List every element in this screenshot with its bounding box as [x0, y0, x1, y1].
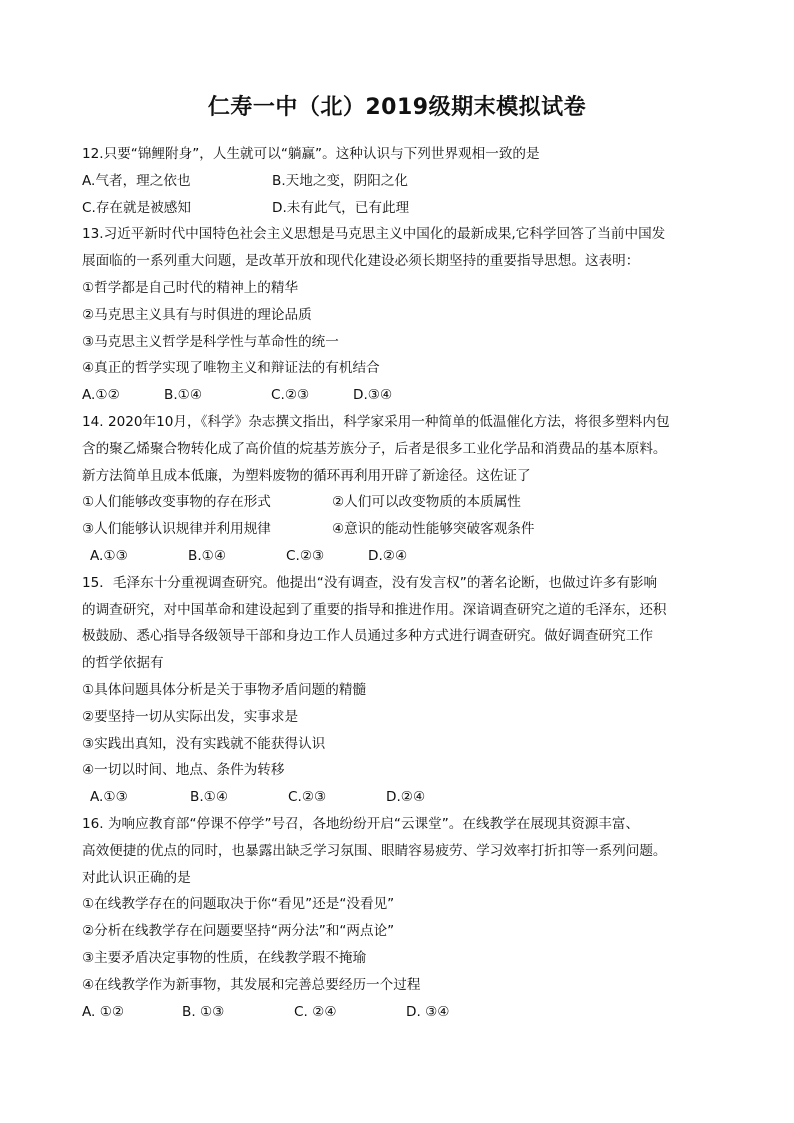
- q15-stem-line-1: 15．毛泽东十分重视调查研究。他提出“没有调查，没有发言权”的著名论断，也做过许多有影响: [82, 574, 658, 591]
- q14-item-4: ④意识的能动性能够突破客观条件: [332, 521, 535, 538]
- q14-items-row-1: [82, 489, 722, 516]
- q13-choices: [82, 382, 722, 409]
- q16-choices: [82, 999, 722, 1026]
- q14-choice-a: A.①③: [90, 547, 128, 564]
- q15-item-3: ③实践出真知，没有实践就不能获得认识: [82, 735, 326, 752]
- q14-item-1: ①人们能够改变事物的存在形式: [82, 494, 271, 511]
- q16-item-1: ①在线教学存在的问题取决于你“看见”还是“没看见”: [82, 896, 395, 913]
- q14-stem-line-2: 含的聚乙烯聚合物转化成了高价值的烷基芳族分子，后者是很多工业化学品和消费品的基本原料。: [82, 440, 667, 457]
- q14-choice-b: B.①④: [188, 547, 227, 564]
- q13-item-2: ②马克思主义具有与时俱进的理论品质: [82, 306, 312, 323]
- q14-items-row-2: [82, 516, 722, 543]
- q14-item-3: ③人们能够认识规律并利用规律: [82, 521, 271, 538]
- q15-stem-line-4: 的哲学依据有: [82, 655, 164, 672]
- q13-item-3: ③马克思主义哲学是科学性与革命性的统一: [82, 333, 339, 350]
- q16-stem-line-2: 高效便捷的优点的同时，也暴露出缺乏学习氛围、眼睛容易疲劳、学习效率打折扣等一系列问题。: [82, 842, 667, 859]
- q16-choice-b: B. ①③: [182, 1003, 225, 1020]
- q16-choice-d: D. ③④: [406, 1003, 450, 1020]
- q12-stem: 12.只要“锦鲤附身”，人生就可以“躺赢”。这种认识与下列世界观相一致的是: [82, 146, 540, 162]
- q13-item-1: ①哲学都是自己时代的精神上的精华: [82, 279, 299, 296]
- q13-stem-line-1: 13.习近平新时代中国特色社会主义思想是马克思主义中国化的最新成果,它科学回答了当前中国发: [82, 226, 666, 243]
- q13-choice-d: D.③④: [353, 387, 393, 404]
- exam-content: [82, 141, 722, 1025]
- q15-choice-a: A.①③: [90, 789, 128, 806]
- q13-choice-a: A.①②: [82, 387, 120, 404]
- q14-stem-line-1: 14. 2020年10月，《科学》杂志撰文指出，科学家采用一种简单的低温催化方法，将很多塑料内包: [82, 413, 670, 430]
- q15-stem-line-2: 的调查研究，对中国革命和建设起到了重要的指导和推进作用。深谙调查研究之道的毛泽东，还积: [82, 601, 667, 618]
- q12-option-c: C.存在就是被感知: [82, 199, 191, 216]
- q16-stem-line-3: 对此认识正确的是: [82, 869, 191, 886]
- q16-choice-c: C. ②④: [294, 1003, 337, 1020]
- exam-title: 仁寿一中（北）2019级期末模拟试卷: [207, 95, 587, 120]
- q16-choice-a: A. ①②: [82, 1003, 125, 1020]
- q12-option-d: D.未有此气，已有此理: [272, 199, 410, 216]
- q15-choice-b: B.①④: [190, 789, 229, 806]
- q13-item-4: ④真正的哲学实现了唯物主义和辩证法的有机结合: [82, 360, 380, 377]
- q15-choice-d: D.②④: [386, 789, 426, 806]
- q16-item-4: ④在线教学作为新事物，其发展和完善总要经历一个过程: [82, 976, 421, 993]
- q12-option-b: B.天地之变，阴阳之化: [272, 172, 408, 189]
- q16-stem-line-1: 16. 为响应教育部“停课不停学”号召，各地纷纷开启“云课堂”。在线教学在展现其资源丰富、: [82, 815, 640, 832]
- q14-choice-c: C.②③: [286, 547, 325, 564]
- q15-item-2: ②要坚持一切从实际出发，实事求是: [82, 708, 299, 725]
- q15-item-1: ①具体问题具体分析是关于事物矛盾问题的精髓: [82, 681, 367, 698]
- q15-item-4: ④一切以时间、地点、条件为转移: [82, 762, 285, 779]
- q14-choices: [82, 543, 722, 570]
- q12-option-a: A.气者，理之依也: [82, 172, 191, 189]
- q16-item-3: ③主要矛盾决定事物的性质，在线教学瑕不掩瑜: [82, 949, 367, 966]
- q12-options-row-2: [82, 195, 722, 222]
- q13-choice-b: B.①④: [164, 387, 203, 404]
- q15-choices: [82, 784, 722, 811]
- q14-item-2: ②人们可以改变物质的本质属性: [332, 494, 521, 511]
- q14-choice-d: D.②④: [368, 547, 408, 564]
- q12-options-row-1: [82, 168, 722, 195]
- q13-stem-line-2: 展面临的一系列重大问题，是改革开放和现代化建设必须长期坚持的重要指导思想。这表明：: [82, 253, 640, 270]
- q13-choice-c: C.②③: [271, 387, 310, 404]
- q16-item-2: ②分析在线教学存在问题要坚持“两分法”和“两点论”: [82, 923, 395, 940]
- q15-choice-c: C.②③: [288, 789, 327, 806]
- q14-stem-line-3: 新方法简单且成本低廉，为塑料废物的循环再利用开辟了新途径。这佐证了: [82, 467, 531, 484]
- q15-stem-line-3: 极鼓励、悉心指导各级领导干部和身边工作人员通过多种方式进行调查研究。做好调查研究工作: [82, 628, 653, 645]
